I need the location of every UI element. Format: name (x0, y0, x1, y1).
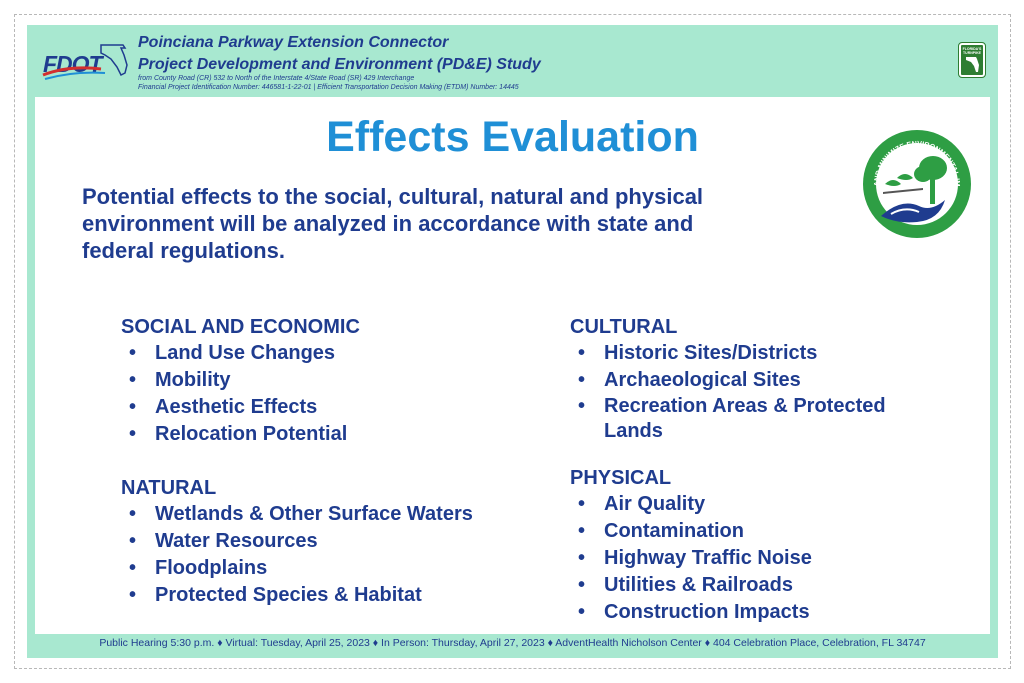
bullet: • (578, 493, 586, 515)
page-title: Effects Evaluation (326, 113, 699, 161)
list-item: • Recreation Areas & Protected Lands (578, 395, 886, 442)
section-physical (570, 465, 812, 626)
section-title: SOCIAL AND ECONOMIC (121, 316, 360, 338)
section-cultural (570, 314, 886, 444)
intro-line: environment will be analyzed in accordance with state and (82, 211, 694, 236)
bullet: • (578, 520, 586, 542)
bullet: • (129, 530, 137, 552)
list-item: • Relocation Potential (121, 421, 360, 448)
list-item: • Land Use Changes (121, 340, 360, 367)
list-item: • Historic Sites/Districts (570, 340, 886, 367)
section-title: CULTURAL (570, 316, 678, 338)
turnpike-logo (959, 43, 985, 77)
intro-line: Potential effects to the social, cultural, natural and physical (82, 184, 704, 209)
florida-outline-icon (39, 39, 129, 83)
bullet: • (578, 342, 586, 364)
list-item: • Floodplains (121, 555, 473, 582)
bullet: • (129, 342, 137, 364)
project-numbers: Financial Project Identification Number: 446581-1-22-01 | Efficient Transportation Decision Making (ETDM) Number: 14445 (138, 84, 519, 91)
project-name: Poinciana Parkway Extension Connector (138, 34, 449, 51)
bullet: • (578, 395, 586, 417)
bullet: • (129, 584, 137, 606)
emblem-text: AND MINIMIZE ENVIRONMENTAL IM (871, 138, 963, 187)
bullet: • (578, 601, 586, 623)
list-item: • Mobility (121, 367, 360, 394)
bullet: • (578, 574, 586, 596)
list-item: • Wetlands & Other Surface Waters (121, 501, 473, 528)
florida-shape-icon (961, 45, 983, 75)
list-item: • Air Quality (570, 491, 812, 518)
section-social-economic (121, 314, 360, 448)
list-item: • Protected Species & Habitat (121, 582, 473, 609)
section-title: PHYSICAL (570, 467, 672, 489)
display-board (27, 25, 998, 658)
fdot-logo (39, 39, 129, 83)
bullet: • (129, 423, 137, 445)
study-name: Project Development and Environment (PD&E) Study (138, 56, 541, 73)
bullet: • (578, 369, 586, 391)
list-item: • Water Resources (121, 528, 473, 555)
bullet: • (129, 369, 137, 391)
intro-line: federal regulations. (82, 238, 285, 263)
footer-meeting-info: Public Hearing 5:30 p.m. ♦ Virtual: Tuesday, April 25, 2023 ♦ In Person: Thursday, April 27, 2023 ♦ AdventHealth Nicholson Center ♦ 404 Celebration Place, Celebration, FL 34747 (99, 637, 926, 649)
list-item: • Aesthetic Effects (121, 394, 360, 421)
section-natural (121, 475, 473, 609)
fdot-logo-text: FDOT (43, 51, 102, 77)
environment-emblem (861, 128, 973, 240)
header (27, 25, 998, 97)
bullet: • (129, 503, 137, 525)
bullet: • (578, 547, 586, 569)
intro-text (82, 183, 822, 264)
header-title (138, 32, 541, 76)
list-item: • Utilities & Railroads (570, 572, 812, 599)
list-item: • Construction Impacts (570, 599, 812, 626)
list-item: • Archaeological Sites (570, 367, 886, 394)
project-limits: from County Road (CR) 532 to North of the Interstate 4/State Road (SR) 429 Interchange (138, 75, 415, 82)
turnpike-logo-text: FLORIDA'S TURNPIKE (962, 47, 982, 55)
content-panel (35, 97, 990, 634)
list-item: • Highway Traffic Noise (570, 545, 812, 572)
tree-river-icon (861, 128, 973, 240)
bullet: • (129, 557, 137, 579)
bullet: • (129, 396, 137, 418)
list-item: • Contamination (570, 518, 812, 545)
section-title: NATURAL (121, 477, 217, 499)
